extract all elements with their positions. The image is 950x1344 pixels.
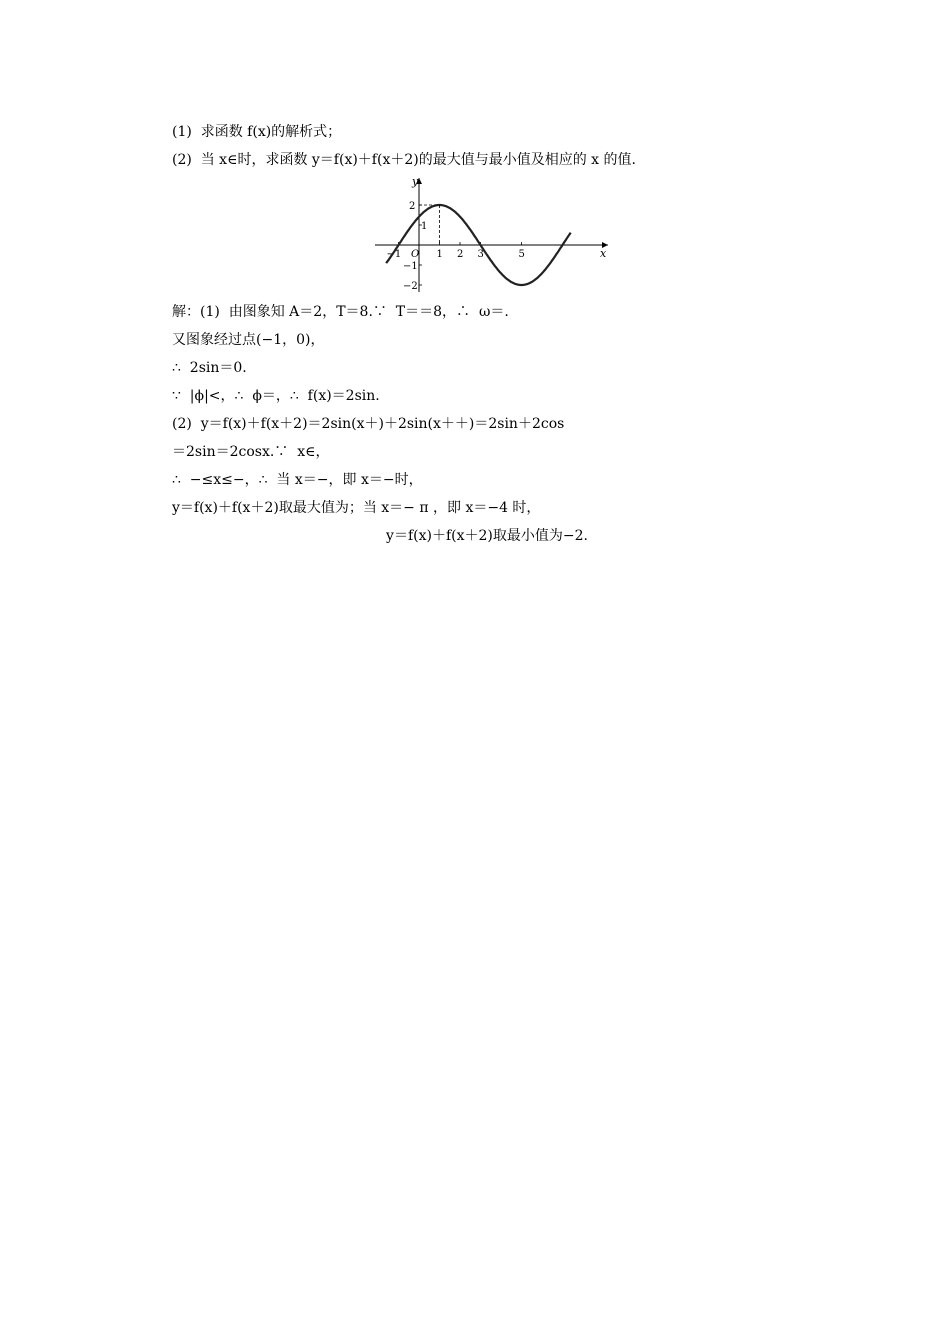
solution-line: ＝2sin＝2cosx.∵ x∈，	[172, 444, 330, 460]
x-tick-label: 3	[477, 249, 484, 260]
y-tick-label: −1	[403, 261, 418, 272]
solution-line: ∴ −≤x≤−，∴ 当 x＝−，即 x＝−时，	[172, 472, 423, 488]
question-1: (1) 求函数 f(x)的解析式；	[172, 124, 342, 140]
solution-line: ∵ |ϕ|<，∴ ϕ＝，∴ f(x)＝2sin.	[172, 388, 380, 404]
solution-line: 解：(1) 由图象知 A＝2，T＝8.∵ T＝＝8，∴ ω＝.	[172, 304, 509, 320]
y-axis-label: y	[412, 175, 419, 188]
x-tick-label: −1	[386, 249, 402, 260]
x-tick-label: 2	[457, 249, 464, 260]
solution-line: (2) y＝f(x)＋f(x＋2)＝2sin(x＋)＋2sin(x＋＋)＝2sin＋2cos	[172, 416, 565, 432]
y-tick-label: −2	[403, 281, 418, 292]
y-tick-label: 1	[421, 221, 428, 232]
y-tick-label: 2	[409, 201, 416, 212]
solution-line: 又图象经过点(−1，0)，	[172, 332, 325, 348]
solution-line: ∴ 2sin＝0.	[172, 360, 247, 376]
origin-label: O	[411, 249, 420, 260]
x-axis-label: x	[600, 247, 607, 260]
solution-line: y＝f(x)＋f(x＋2)取最大值为；当 x＝− π ，即 x＝−4 时，	[172, 500, 541, 516]
solution-line: y＝f(x)＋f(x＋2)取最小值为−2.	[386, 528, 588, 544]
x-tick-label: 1	[436, 249, 443, 260]
question-2: (2) 当 x∈时，求函数 y＝f(x)＋f(x＋2)的最大值与最小值及相应的 x 的值.	[172, 152, 636, 168]
x-tick-label: 5	[518, 249, 525, 260]
sine-graph	[370, 172, 620, 297]
